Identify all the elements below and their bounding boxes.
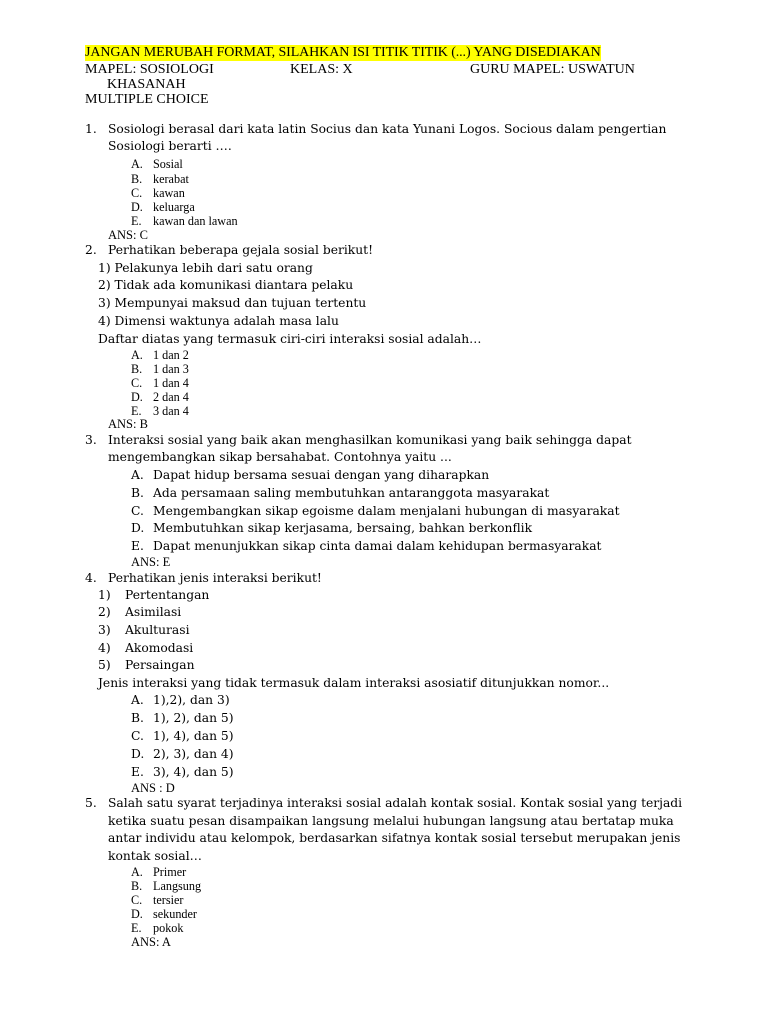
answer-option: A. Primer	[131, 865, 187, 879]
answer-option: E. pokok	[131, 921, 184, 935]
answer-option: D. 2), 3), dan 4)	[131, 747, 234, 761]
answer-key: ANS: A	[131, 935, 171, 949]
answer-option: D. Membutuhkan sikap kerjasama, bersaing, bahkan berkonflik	[131, 521, 533, 535]
list-item: 2) Asimilasi	[98, 605, 182, 619]
list-item: 3) Mempunyai maksud dan tujuan tertentu	[98, 296, 367, 310]
question-text: antar individu atau kelompok, berdasarkan sifatnya kontak sosial tersebut merupakan jenis	[108, 831, 681, 845]
answer-key: ANS: E	[131, 555, 171, 569]
list-item: 4) Akomodasi	[98, 641, 194, 655]
answer-option: E. kawan dan lawan	[131, 214, 238, 228]
question-prompt: Jenis interaksi yang tidak termasuk dalam interaksi asosiatif ditunjukkan nomor...	[98, 676, 610, 690]
question-text: Interaksi sosial yang baik akan menghasilkan komunikasi yang baik sehingga dapat	[108, 433, 632, 447]
section-title: MULTIPLE CHOICE	[85, 92, 209, 107]
answer-option: D. keluarga	[131, 200, 195, 214]
question-text: kontak sosial…	[108, 849, 202, 863]
answer-option: C. kawan	[131, 186, 185, 200]
kelas-label: KELAS: X	[290, 62, 353, 77]
list-item: 4) Dimensi waktunya adalah masa lalu	[98, 314, 339, 328]
guru-label: GURU MAPEL: USWATUN	[470, 62, 635, 77]
answer-option: C. 1 dan 4	[131, 376, 189, 390]
answer-option: C. 1), 4), dan 5)	[131, 729, 234, 743]
question-prompt: Daftar diatas yang termasuk ciri-ciri interaksi sosial adalah…	[98, 332, 482, 346]
guru-name-continued: KHASANAH	[107, 77, 186, 92]
answer-option: C. Mengembangkan sikap egoisme dalam menjalani hubungan di masyarakat	[131, 504, 620, 518]
question-number: 2.	[85, 243, 97, 257]
answer-option: D. sekunder	[131, 907, 197, 921]
answer-option: A. 1),2), dan 3)	[131, 693, 230, 707]
question-text: Sosiologi berarti ….	[108, 139, 232, 153]
list-item: 3) Akulturasi	[98, 623, 190, 637]
answer-option: B. Langsung	[131, 879, 202, 893]
answer-key: ANS: B	[108, 417, 148, 431]
question-text: Sosiologi berasal dari kata latin Socius dan kata Yunani Logos. Socious dalam pengertian	[108, 122, 667, 136]
question-text: Perhatikan beberapa gejala sosial berikut!	[108, 243, 374, 257]
answer-option: A. Sosial	[131, 157, 183, 171]
answer-option: E. 3), 4), dan 5)	[131, 765, 234, 779]
answer-option: E. 3 dan 4	[131, 404, 189, 418]
question-text: Salah satu syarat terjadinya interaksi sosial adalah kontak sosial. Kontak sosial yang terjadi	[108, 796, 683, 810]
answer-option: A. Dapat hidup bersama sesuai dengan yang diharapkan	[131, 468, 490, 482]
question-text: Perhatikan jenis interaksi berikut!	[108, 571, 322, 585]
answer-option: B. Ada persamaan saling membutuhkan antaranggota masyarakat	[131, 486, 550, 500]
question-number: 5.	[85, 796, 97, 810]
answer-option: E. Dapat menunjukkan sikap cinta damai dalam kehidupan bermasyarakat	[131, 539, 602, 553]
answer-option: B. kerabat	[131, 172, 189, 186]
list-item: 2) Tidak ada komunikasi diantara pelaku	[98, 278, 354, 292]
answer-key: ANS: C	[108, 228, 148, 242]
question-number: 4.	[85, 571, 97, 585]
list-item: 1) Pelakunya lebih dari satu orang	[98, 261, 313, 275]
format-notice: JANGAN MERUBAH FORMAT, SILAHKAN ISI TITIK TITIK (...) YANG DISEDIAKAN	[85, 45, 601, 60]
answer-option: C. tersier	[131, 893, 184, 907]
answer-option: A. 1 dan 2	[131, 348, 189, 362]
answer-option: B. 1), 2), dan 5)	[131, 711, 234, 725]
list-item: 1) Pertentangan	[98, 588, 210, 602]
question-text: mengembangkan sikap bersahabat. Contohnya yaitu ...	[108, 450, 452, 464]
answer-option: B. 1 dan 3	[131, 362, 189, 376]
question-text: ketika suatu pesan disampaikan langsung melalui hubungan langsung atau bertatap muka	[108, 814, 674, 828]
answer-key: ANS : D	[131, 781, 175, 795]
answer-option: D. 2 dan 4	[131, 390, 189, 404]
question-number: 3.	[85, 433, 97, 447]
question-number: 1.	[85, 122, 97, 136]
mapel-label: MAPEL: SOSIOLOGI	[85, 62, 214, 77]
list-item: 5) Persaingan	[98, 658, 195, 672]
